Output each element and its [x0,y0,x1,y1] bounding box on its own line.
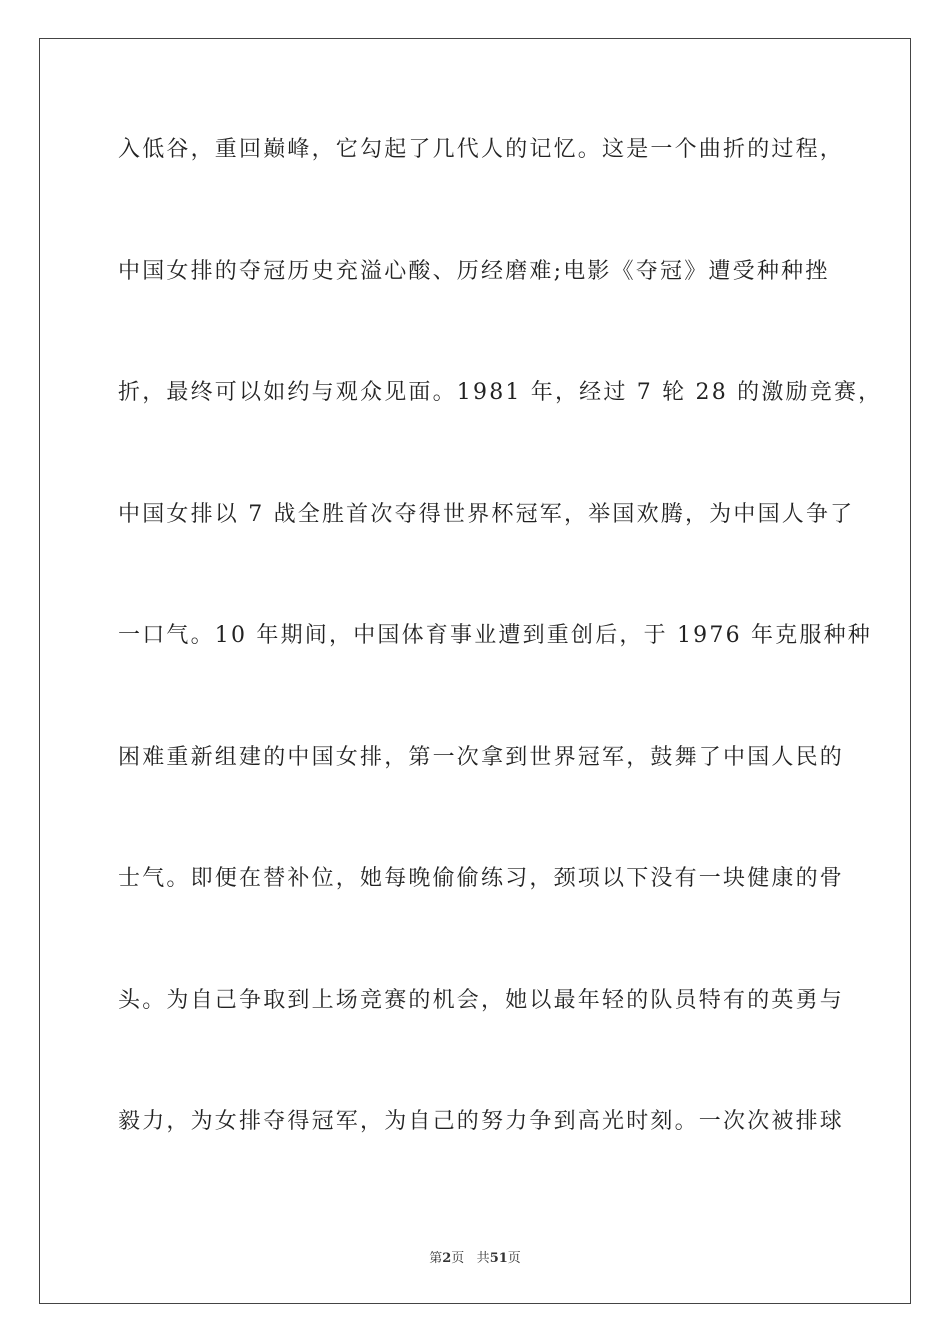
total-pages-number: 51 [489,1251,508,1266]
page-footer [0,1247,950,1266]
total-prefix: 共 [476,1251,490,1266]
text-line: 中国女排以 7 战全胜首次夺得世界杯冠军，举国欢腾，为中国人争了 [118,501,855,527]
page-prefix: 第 [429,1251,443,1266]
page-suffix: 页 [451,1251,465,1266]
text-line: 中国女排的夺冠历史充溢心酸、历经磨难;电影《夺冠》遭受种种挫 [118,258,830,284]
current-page-number: 2 [442,1251,452,1266]
total-suffix: 页 [507,1251,521,1266]
text-line: 一口气。10 年期间，中国体育事业遭到重创后，于 1976 年克服种种 [118,623,872,648]
text-line: 入低谷，重回巅峰，它勾起了几代人的记忆。这是一个曲折的过程， [118,137,845,162]
text-line: 头。为自己争取到上场竞赛的机会，她以最年轻的队员特有的英勇与 [118,987,845,1013]
text-line: 困难重新组建的中国女排，第一次拿到世界冠军，鼓舞了中国人民的 [118,744,845,770]
body-text [118,125,883,1219]
text-line: 折，最终可以如约与观众见面。1981 年，经过 7 轮 28 的激励竞赛， [118,380,883,405]
text-line: 毅力，为女排夺得冠军，为自己的努力争到高光时刻。一次次被排球 [118,1109,845,1134]
text-line: 士气。即便在替补位，她每晚偷偷练习，颈项以下没有一块健康的骨 [118,866,845,891]
